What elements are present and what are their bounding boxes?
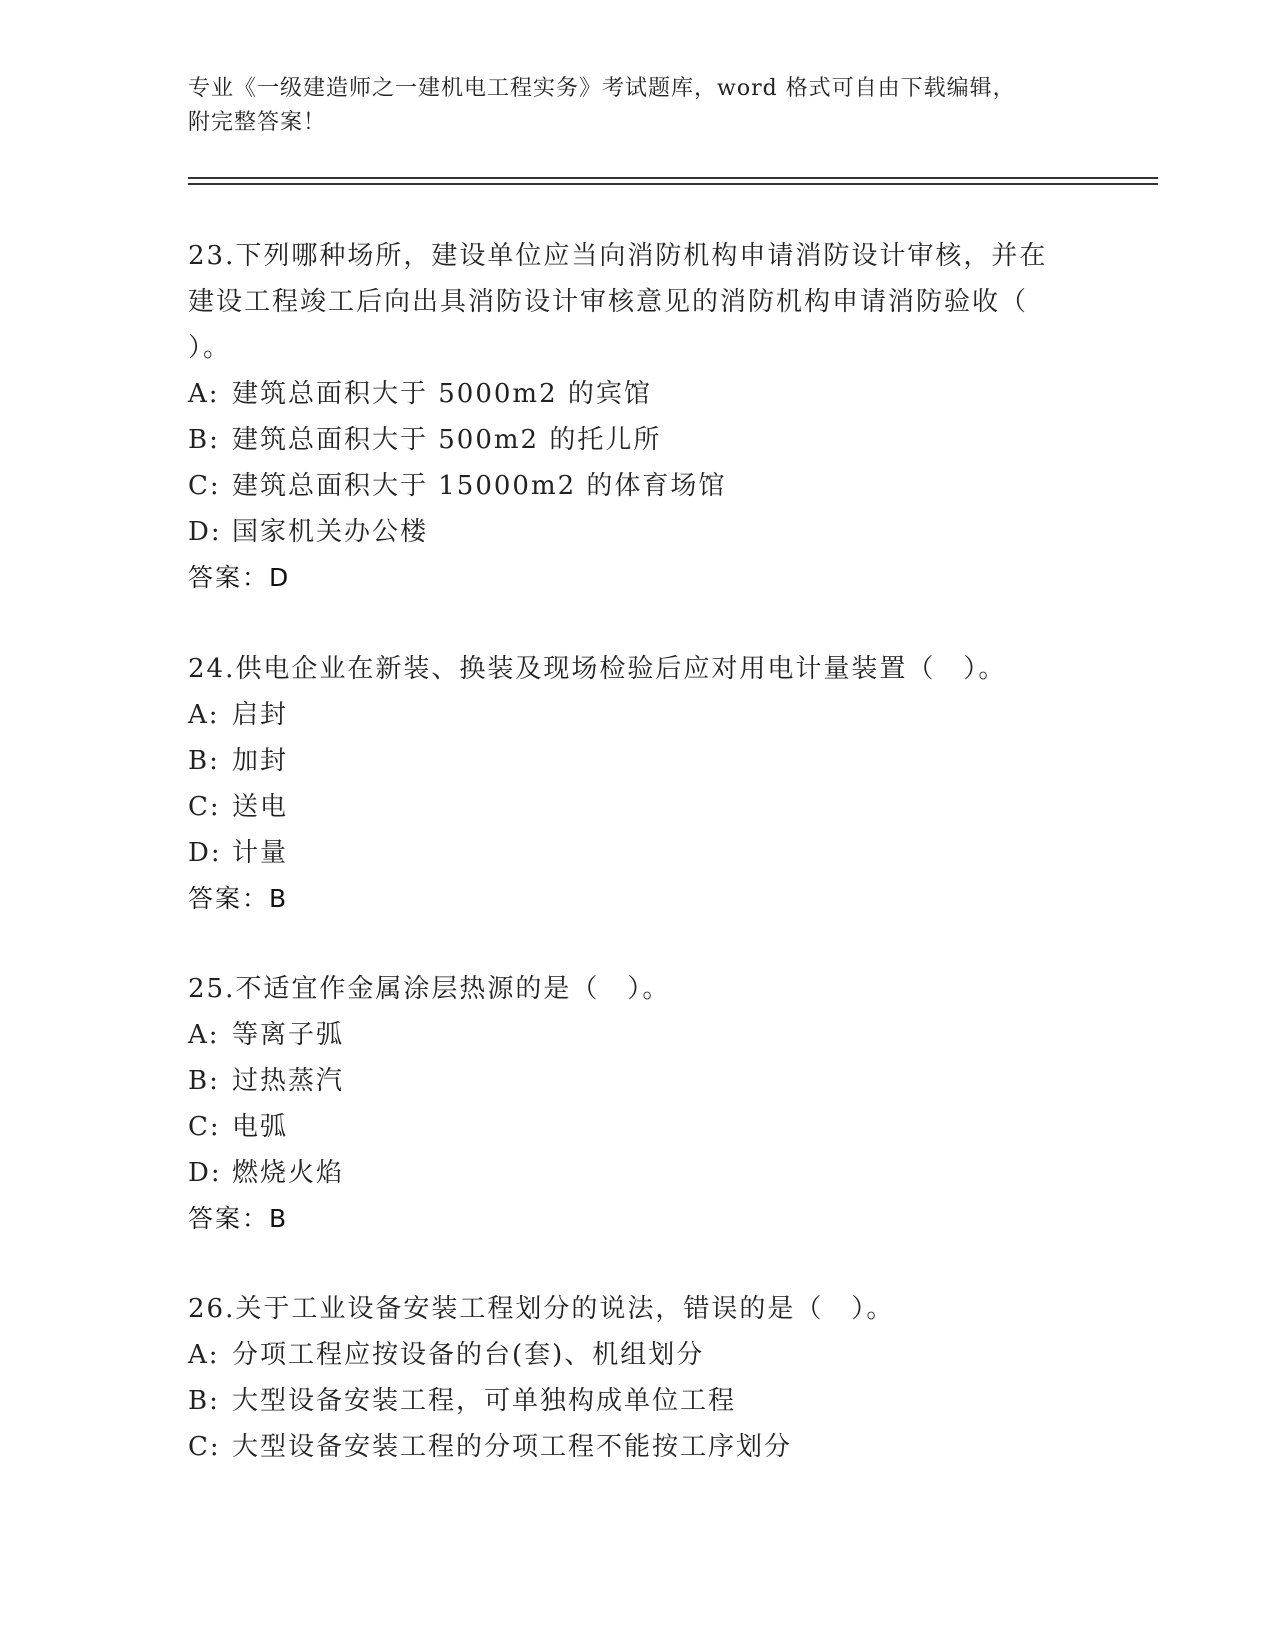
question-26 (188, 1286, 1088, 1470)
option-text: 建筑总面积大于 500m2 的托儿所 (232, 425, 662, 455)
option-text: 送电 (232, 792, 289, 822)
question-25 (188, 966, 1088, 1242)
header-line-1: 专业《一级建造师之一建机电工程实务》考试题库，word 格式可自由下载编辑， (188, 76, 1016, 101)
header-line-2: 附完整答案！ (188, 110, 327, 135)
answer-line: 答案：D (188, 563, 291, 592)
option-d (188, 830, 1088, 876)
option-text: 建筑总面积大于 15000m2 的体育场馆 (232, 471, 727, 501)
question-stem: 26.关于工业设备安装工程划分的说法，错误的是（ ）。 (188, 1294, 895, 1324)
question-23 (188, 233, 1088, 601)
option-letter: B: (188, 1066, 220, 1096)
option-c (188, 1424, 1088, 1470)
option-b (188, 1058, 1088, 1104)
option-letter: C: (188, 1112, 221, 1142)
option-letter: D: (188, 517, 222, 547)
header-divider-bottom (188, 183, 1158, 185)
option-text: 国家机关办公楼 (232, 517, 429, 547)
option-letter: A: (188, 700, 220, 730)
option-c (188, 784, 1088, 830)
option-b (188, 1378, 1088, 1424)
option-text: 过热蒸汽 (232, 1066, 345, 1096)
option-text: 大型设备安装工程的分项工程不能按工序划分 (232, 1432, 793, 1462)
question-stem: 23.下列哪种场所，建设单位应当向消防机构申请消防设计审核，并在 建设工程竣工后向出具消防设计审核意见的消防机构申请消防验收（ ）。 (188, 241, 1048, 363)
option-letter: C: (188, 792, 221, 822)
header-divider-top (188, 177, 1158, 179)
option-text: 建筑总面积大于 5000m2 的宾馆 (232, 379, 652, 409)
option-letter: B: (188, 1386, 220, 1416)
answer-line: 答案：B (188, 884, 289, 913)
option-letter: A: (188, 1020, 220, 1050)
option-letter: C: (188, 1432, 221, 1462)
option-letter: B: (188, 425, 220, 455)
option-letter: C: (188, 471, 221, 501)
option-b (188, 417, 1088, 463)
option-d (188, 1150, 1088, 1196)
option-letter: D: (188, 838, 222, 868)
option-letter: D: (188, 1158, 222, 1188)
option-a (188, 1332, 1088, 1378)
question-24 (188, 646, 1088, 922)
option-text: 分项工程应按设备的台(套)、机组划分 (232, 1340, 705, 1370)
option-text: 启封 (232, 700, 289, 730)
question-stem: 25.不适宜作金属涂层热源的是（ ）。 (188, 974, 671, 1004)
option-letter: A: (188, 1340, 220, 1370)
option-b (188, 738, 1088, 784)
option-a (188, 1012, 1088, 1058)
document-header (188, 72, 1088, 140)
option-text: 大型设备安装工程，可单独构成单位工程 (232, 1386, 737, 1416)
option-text: 等离子弧 (232, 1020, 345, 1050)
option-text: 电弧 (232, 1112, 289, 1142)
answer-line: 答案：B (188, 1204, 289, 1233)
option-letter: A: (188, 379, 220, 409)
option-d (188, 509, 1088, 555)
option-text: 加封 (232, 746, 289, 776)
option-letter: B: (188, 746, 220, 776)
option-a (188, 371, 1088, 417)
option-a (188, 692, 1088, 738)
option-c (188, 463, 1088, 509)
option-text: 计量 (232, 838, 289, 868)
option-text: 燃烧火焰 (232, 1158, 345, 1188)
question-stem: 24.供电企业在新装、换装及现场检验后应对用电计量装置（ ）。 (188, 654, 1007, 684)
option-c (188, 1104, 1088, 1150)
